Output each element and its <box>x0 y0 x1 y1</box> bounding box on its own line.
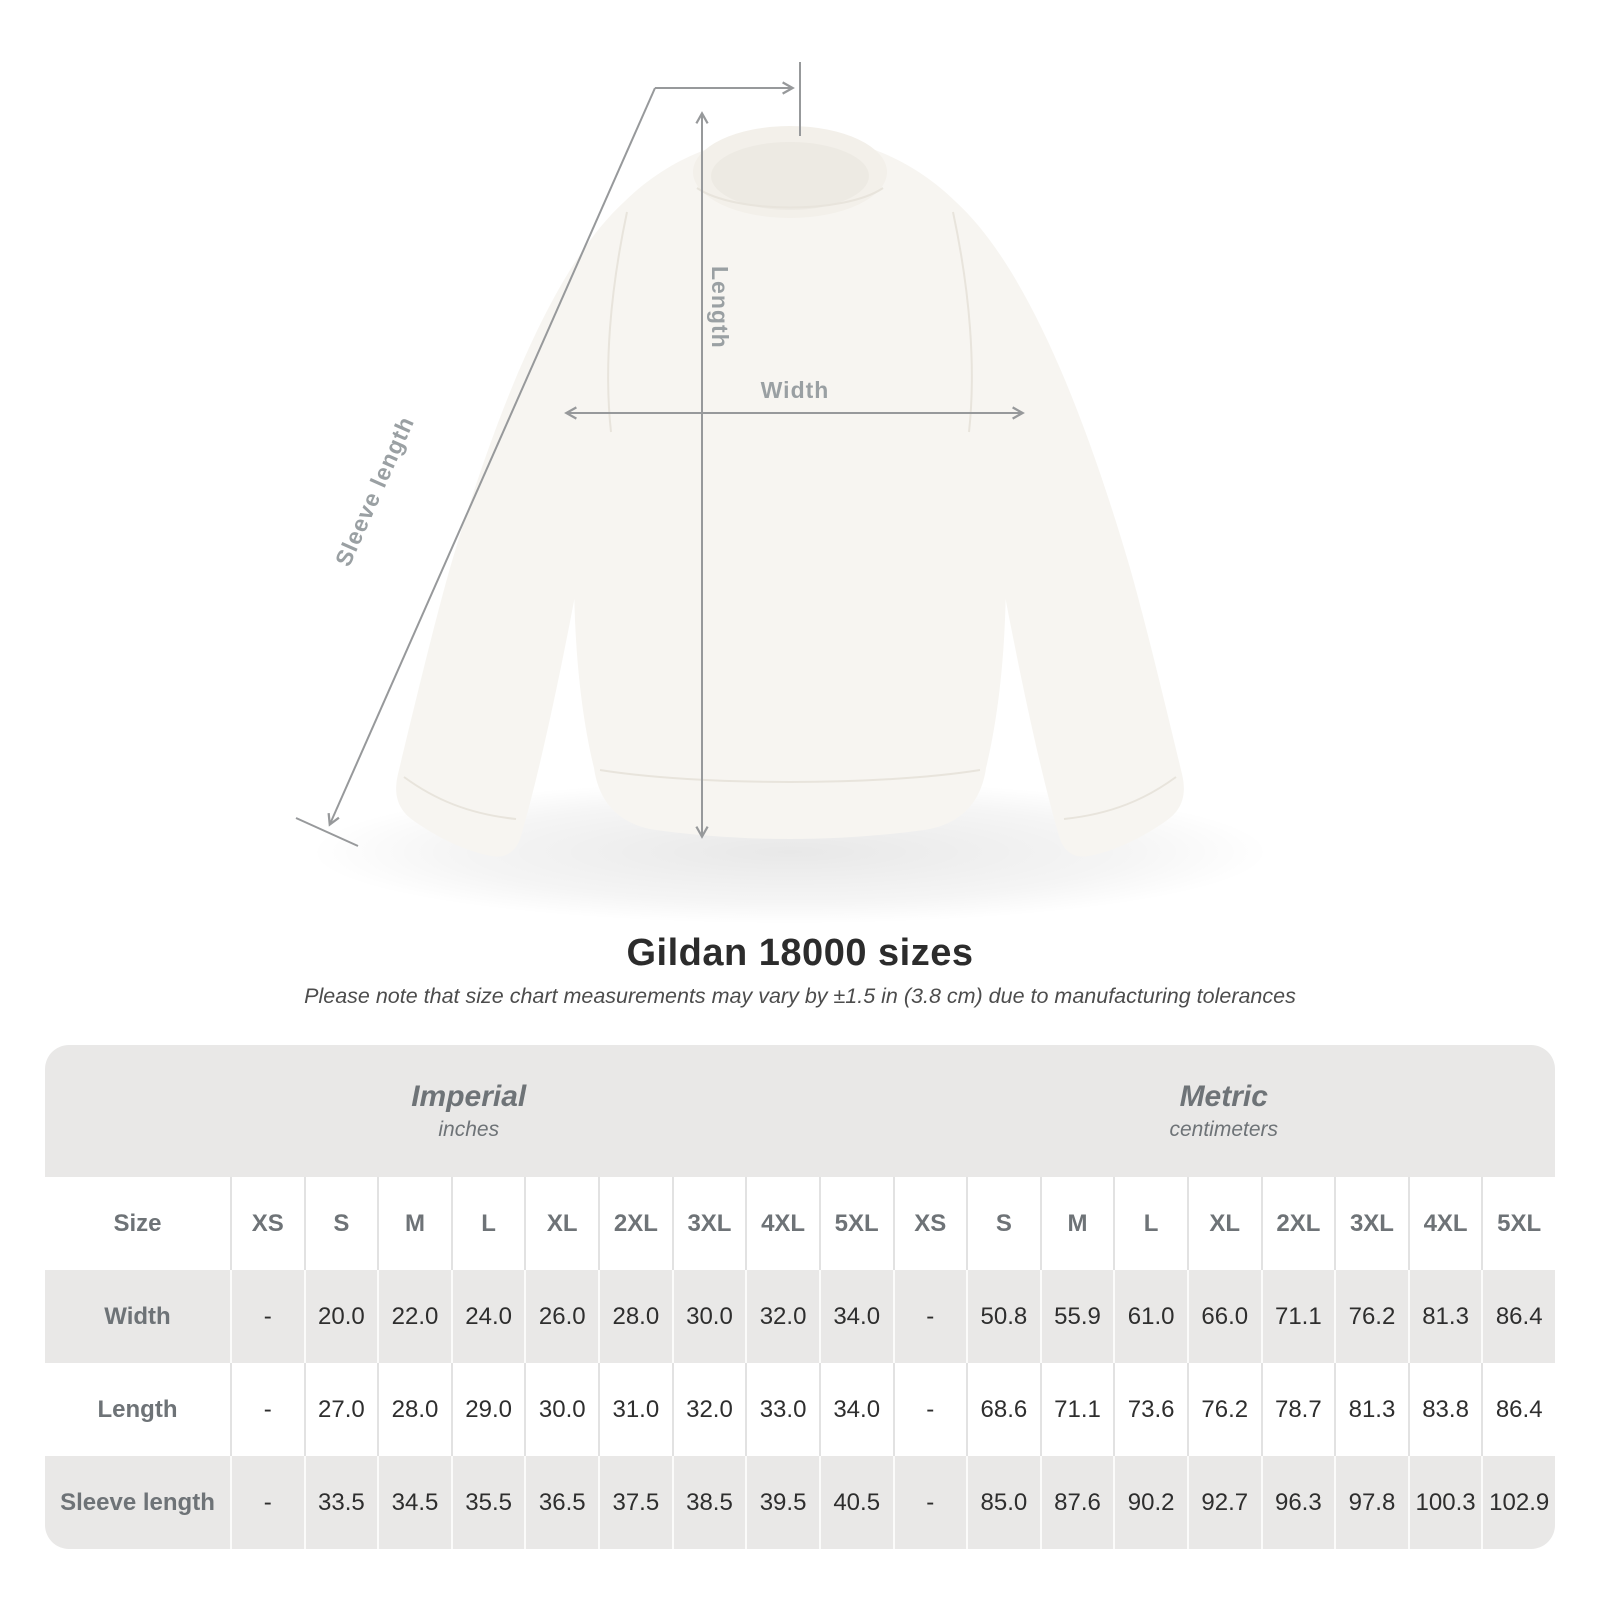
size-table <box>45 1045 1555 1549</box>
cell: 81.3 <box>1408 1270 1482 1363</box>
cell: - <box>893 1270 967 1363</box>
cell: 68.6 <box>966 1363 1040 1456</box>
cell: 26.0 <box>524 1270 598 1363</box>
cell: 36.5 <box>524 1456 598 1549</box>
cell: 31.0 <box>598 1363 672 1456</box>
cell: 73.6 <box>1113 1363 1187 1456</box>
metric-unit: centimeters <box>1169 1118 1279 1141</box>
cell: - <box>230 1270 304 1363</box>
cell: 61.0 <box>1113 1270 1187 1363</box>
size-header: 2XL <box>598 1177 672 1270</box>
cell: 38.5 <box>672 1456 746 1549</box>
cell: 66.0 <box>1187 1270 1261 1363</box>
size-header: 3XL <box>672 1177 746 1270</box>
size-header: L <box>1113 1177 1187 1270</box>
cell: 33.0 <box>745 1363 819 1456</box>
size-header: 4XL <box>745 1177 819 1270</box>
cell: 28.0 <box>377 1363 451 1456</box>
cell: 35.5 <box>451 1456 525 1549</box>
cell: 39.5 <box>745 1456 819 1549</box>
cell: 87.6 <box>1040 1456 1114 1549</box>
size-header: 2XL <box>1261 1177 1335 1270</box>
cell: 30.0 <box>672 1270 746 1363</box>
imperial-name: Imperial <box>411 1080 527 1113</box>
cell: 90.2 <box>1113 1456 1187 1549</box>
cell: 24.0 <box>451 1270 525 1363</box>
cell: 86.4 <box>1481 1363 1555 1456</box>
size-header: XS <box>230 1177 304 1270</box>
cell: - <box>893 1456 967 1549</box>
cell: 32.0 <box>672 1363 746 1456</box>
cell: 30.0 <box>524 1363 598 1456</box>
cell: 34.0 <box>819 1270 893 1363</box>
size-header: L <box>451 1177 525 1270</box>
row-label: Length <box>97 1395 178 1423</box>
table-row-length <box>45 1363 1555 1456</box>
unit-header-band <box>45 1045 1555 1177</box>
cell: 22.0 <box>377 1270 451 1363</box>
metric-name: Metric <box>1179 1080 1268 1113</box>
cell: 37.5 <box>598 1456 672 1549</box>
size-header: 5XL <box>1481 1177 1555 1270</box>
cell: 96.3 <box>1261 1456 1335 1549</box>
size-header: M <box>377 1177 451 1270</box>
width-label: Width <box>760 377 830 403</box>
cell: 85.0 <box>966 1456 1040 1549</box>
cell: 78.7 <box>1261 1363 1335 1456</box>
cell: 29.0 <box>451 1363 525 1456</box>
cell: 27.0 <box>304 1363 378 1456</box>
cell: - <box>230 1363 304 1456</box>
cell: 34.0 <box>819 1363 893 1456</box>
imperial-header <box>45 1045 893 1177</box>
cell: - <box>230 1456 304 1549</box>
size-header: M <box>1040 1177 1114 1270</box>
size-header: XL <box>1187 1177 1261 1270</box>
cell: 102.9 <box>1481 1456 1555 1549</box>
cell: 71.1 <box>1040 1363 1114 1456</box>
size-header-row <box>45 1177 1555 1270</box>
collar-inner <box>711 142 869 210</box>
page-title: Gildan 18000 sizes <box>626 932 974 974</box>
table-row-width <box>45 1270 1555 1363</box>
length-label: Length <box>707 266 733 349</box>
sleeve-length-label: Sleeve length <box>329 412 420 571</box>
size-header: 3XL <box>1334 1177 1408 1270</box>
tolerance-note: Please note that size chart measurements may vary by ±1.5 in (3.8 cm) due to manufacturing tolerances <box>304 984 1296 1008</box>
cell: 32.0 <box>745 1270 819 1363</box>
cell: - <box>893 1363 967 1456</box>
cell: 83.8 <box>1408 1363 1482 1456</box>
size-header: XS <box>893 1177 967 1270</box>
cell: 76.2 <box>1187 1363 1261 1456</box>
cell: 33.5 <box>304 1456 378 1549</box>
sweatshirt-body <box>396 126 1184 857</box>
size-header: S <box>304 1177 378 1270</box>
size-column-header: Size <box>113 1209 162 1237</box>
row-label: Sleeve length <box>60 1488 215 1516</box>
cell: 71.1 <box>1261 1270 1335 1363</box>
cell: 20.0 <box>304 1270 378 1363</box>
cell: 40.5 <box>819 1456 893 1549</box>
cell: 55.9 <box>1040 1270 1114 1363</box>
cell: 86.4 <box>1481 1270 1555 1363</box>
size-header: 4XL <box>1408 1177 1482 1270</box>
cell: 34.5 <box>377 1456 451 1549</box>
cell: 97.8 <box>1334 1456 1408 1549</box>
size-header: S <box>966 1177 1040 1270</box>
size-header: 5XL <box>819 1177 893 1270</box>
table-row-sleeve-length <box>45 1456 1555 1549</box>
cell: 100.3 <box>1408 1456 1482 1549</box>
cell: 92.7 <box>1187 1456 1261 1549</box>
cell: 28.0 <box>598 1270 672 1363</box>
imperial-unit: inches <box>438 1118 500 1141</box>
row-label: Width <box>104 1302 171 1330</box>
cell: 76.2 <box>1334 1270 1408 1363</box>
size-header: XL <box>524 1177 598 1270</box>
cell: 50.8 <box>966 1270 1040 1363</box>
cell: 81.3 <box>1334 1363 1408 1456</box>
metric-header <box>893 1045 1556 1177</box>
